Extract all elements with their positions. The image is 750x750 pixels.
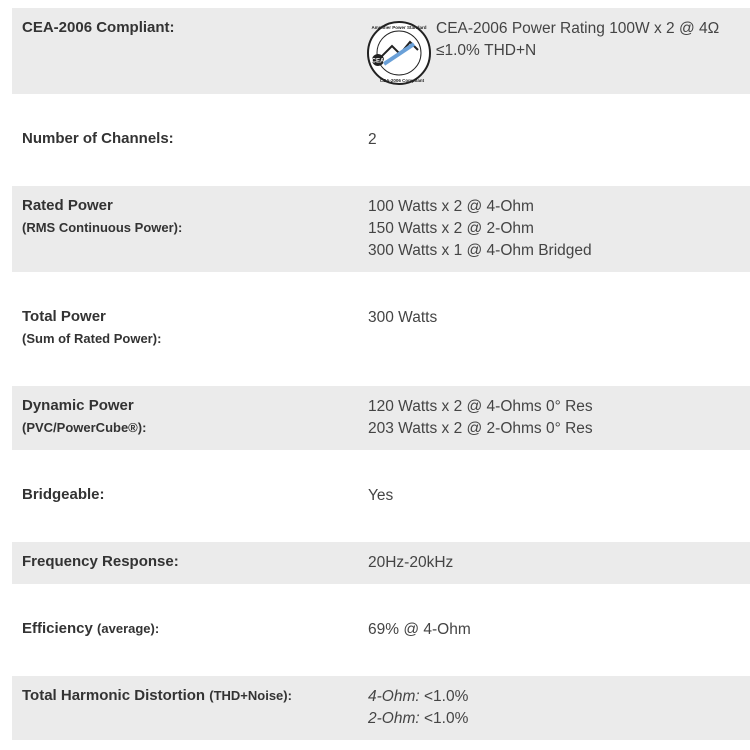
spec-value-cea xyxy=(436,18,750,62)
cea-compliant-badge-icon xyxy=(366,20,432,86)
spec-row-channels xyxy=(12,94,750,186)
spec-row-bridgeable xyxy=(12,450,750,542)
label-main: Rated Power xyxy=(22,197,113,214)
spec-label-rated-power xyxy=(22,195,182,239)
spec-value-bridgeable xyxy=(368,485,393,507)
spec-value-total-power xyxy=(368,307,437,329)
label-sub: (PVC/PowerCube®): xyxy=(22,420,147,435)
cea-badge-bottom: CEA-2006 Compliant xyxy=(379,78,425,83)
label-main: Dynamic Power xyxy=(22,397,134,414)
value-line: ≤1.0% THD+N xyxy=(436,42,537,59)
value-line: 300 Watts x 1 @ 4-Ohm Bridged xyxy=(368,242,592,259)
value-line: 2 xyxy=(368,131,377,148)
label-sub: (RMS Continuous Power): xyxy=(22,220,183,235)
value-line: CEA-2006 Power Rating xyxy=(436,20,605,37)
spec-value-rated-power xyxy=(368,196,592,262)
value-line: Yes xyxy=(368,487,394,504)
spec-value-dynamic-power xyxy=(368,396,593,440)
value-line: 300 Watts xyxy=(368,309,438,326)
label-main: Total Harmonic Distortion xyxy=(22,687,206,704)
value-line: 150 Watts x 2 @ 2-Ohm xyxy=(368,220,534,237)
spec-label-dynamic-power xyxy=(22,395,146,439)
value-line: 20Hz-20kHz xyxy=(368,554,454,571)
spec-label-frequency-response: Frequency Response: xyxy=(22,553,179,570)
value-line xyxy=(368,708,468,730)
value-line: 69% @ 4-Ohm xyxy=(368,621,471,638)
label-main: Efficiency xyxy=(22,620,93,637)
cea-badge-top: Amplifier Power Standard xyxy=(371,25,427,30)
spec-label-total-power xyxy=(22,306,161,350)
value-italic-prefix: 2-Ohm: xyxy=(368,710,420,727)
value-line: 120 Watts x 2 @ 4-Ohms 0° Res xyxy=(368,398,593,415)
spec-row-total-power xyxy=(12,272,750,386)
cea-badge-center: CEA xyxy=(371,58,385,65)
value-text: <1.0% xyxy=(419,688,469,705)
spec-value-frequency-response xyxy=(368,552,453,574)
spec-row-efficiency xyxy=(12,584,750,676)
spec-label-cea: CEA-2006 Compliant: xyxy=(22,19,175,36)
label-sub: (THD+Noise): xyxy=(209,688,292,703)
spec-value-thd xyxy=(368,686,468,730)
label-main: Total Power xyxy=(22,308,106,325)
spec-row-rated-power xyxy=(12,186,750,272)
value-italic-prefix: 4-Ohm: xyxy=(368,688,420,705)
value-line: 100 Watts x 2 @ 4-Ohm xyxy=(368,198,534,215)
spec-row-thd xyxy=(12,676,750,740)
spec-label-thd xyxy=(22,685,292,707)
value-text: <1.0% xyxy=(419,710,469,727)
spec-value-channels xyxy=(368,129,377,151)
spec-row-frequency-response xyxy=(12,542,750,584)
label-sub: (average): xyxy=(97,621,160,636)
value-line xyxy=(368,686,468,708)
spec-label-efficiency xyxy=(22,618,159,640)
spec-row-dynamic-power xyxy=(12,386,750,450)
spec-value-efficiency xyxy=(368,619,471,641)
spec-label-channels: Number of Channels: xyxy=(22,130,174,147)
spec-label-bridgeable: Bridgeable: xyxy=(22,486,105,503)
value-line: 203 Watts x 2 @ 2-Ohms 0° Res xyxy=(368,420,593,437)
value-line: 100W x 2 @ 4Ω xyxy=(609,20,720,37)
spec-row-cea xyxy=(12,8,750,94)
label-sub: (Sum of Rated Power): xyxy=(22,331,162,346)
